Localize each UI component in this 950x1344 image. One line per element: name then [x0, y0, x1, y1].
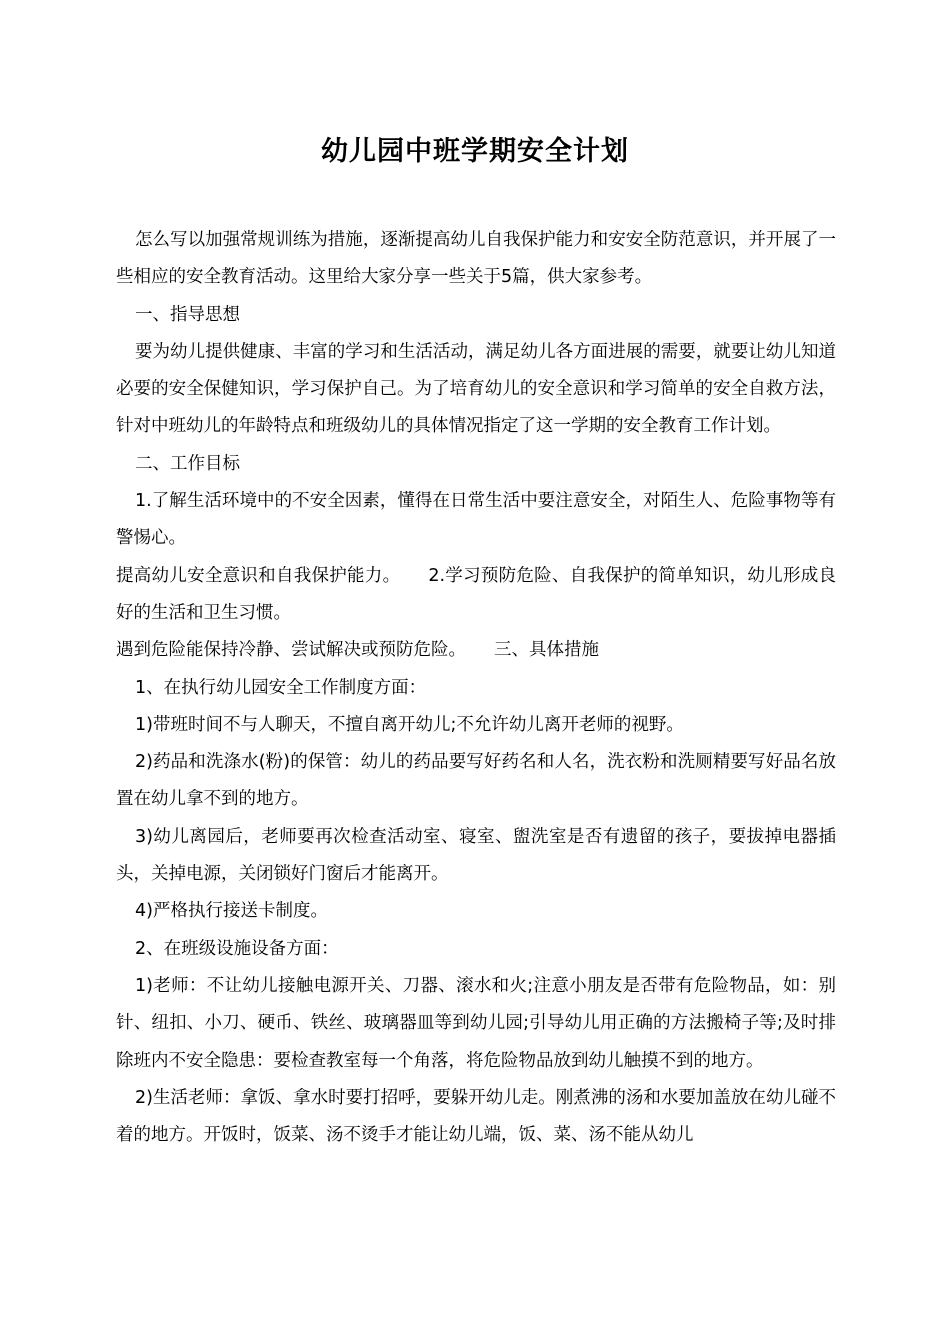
- section-heading-measures: 三、具体措施: [494, 640, 599, 661]
- goal-danger-line: [116, 632, 836, 669]
- document-title: 幼儿园中班学期安全计划: [321, 136, 629, 167]
- intro-paragraph: 怎么写以加强常规训练为措施，逐渐提高幼儿自我保护能力和安安全防范意识，并开展了一些相应的安全教育活动。这里给大家分享一些关于5篇，供大家参考。: [116, 230, 836, 288]
- guiding-thought-paragraph: 要为幼儿提供健康、丰富的学习和生活活动，满足幼儿各方面进展的需要，就要让幼儿知道必要的安全保健知识，学习保护自己。为了培育幼儿的安全意识和学习简单的安全自救方法，针对中班幼儿的年龄特点和班级幼儿的具体情况指定了这一学期的安全教育工作计划。: [116, 341, 836, 437]
- measure-item-1-2: 2)药品和洗涤水(粉)的保管：幼儿的药品要写好药名和人名，洗衣粉和洗厕精要写好品名放置在幼儿拿不到的地方。: [116, 752, 836, 810]
- section-heading-work-goals: 二、工作目标: [135, 453, 240, 474]
- section-heading-guiding-thought: 一、指导思想: [135, 304, 240, 325]
- measure-heading-1: 1、在执行幼儿园安全工作制度方面：: [135, 677, 427, 698]
- goal-item-1: 1.了解生活环境中的不安全因素，懂得在日常生活中要注意安全，对陌生人、危险事物等有警惕心。: [116, 491, 836, 549]
- measure-item-2-1: 1)老师：不让幼儿接触电源开关、刀器、滚水和火;注意小朋友是否带有危险物品，如：别针、纽扣、小刀、硬币、铁丝、玻璃器皿等到幼儿园;引导幼儿用正确的方法搬椅子等;及时排除班内不安全隐患：要检查教室每一个角落，将危险物品放到幼儿触摸不到的地方。: [116, 975, 836, 1071]
- goal-item-2: 2.学习预防危险、自我保护的简单知识，幼儿形成良好的生活和卫生习惯。: [116, 565, 837, 623]
- measure-item-1-3: 3)幼儿离园后，老师要再次检查活动室、寝室、盥洗室是否有遗留的孩子，要拔掉电器插头，关掉电源，关闭锁好门窗后才能离开。: [116, 826, 836, 885]
- goal-text-awareness: 提高幼儿安全意识和自我保护能力。: [116, 565, 401, 586]
- goal-text-danger: 遇到危险能保持冷静、尝试解决或预防危险。: [116, 640, 466, 661]
- measure-heading-2: 2、在班级设施设备方面：: [135, 938, 339, 959]
- document-body: [116, 222, 836, 1154]
- goal-item-mixed-line: [116, 558, 836, 633]
- measure-item-1-1: 1)带班时间不与人聊天，不擅自离开幼儿;不允许幼儿离开老师的视野。: [135, 714, 684, 735]
- measure-item-1-4: 4)严格执行接送卡制度。: [135, 901, 328, 922]
- measure-item-2-2: 2)生活老师：拿饭、拿水时要打招呼，要躲开幼儿走。刚煮沸的汤和水要加盖放在幼儿碰不着的地方。开饭时，饭菜、汤不烫手才能让幼儿端，饭、菜、汤不能从幼儿: [116, 1087, 836, 1146]
